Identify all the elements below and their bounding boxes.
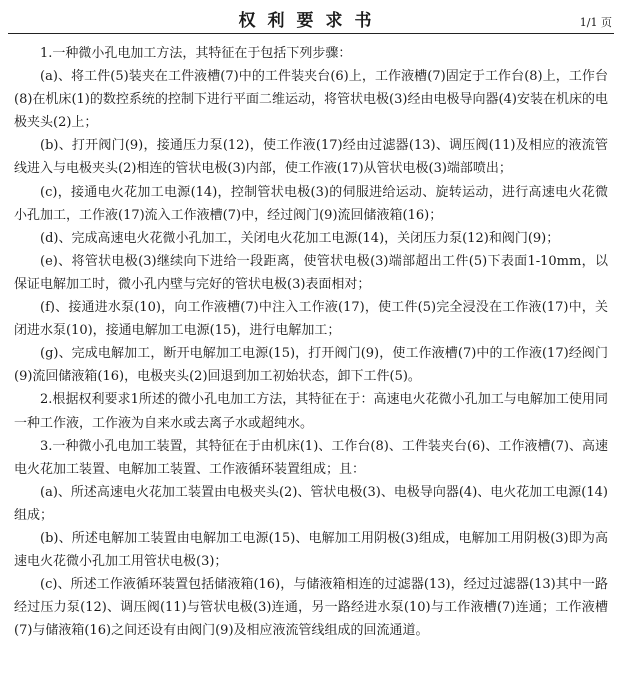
claim-3-part-b: (b)、所述电解加工装置由电解加工电源(15)、电解加工用阴极(3)组成，电解加工用阴极(3)即为高速电火花微小孔加工用管状电极(3)；: [14, 530, 608, 570]
claim-1-step-c: (c)，接通电火花加工电源(14)，控制管状电极(3)的伺服进给运动、旋转运动，进行高速电火花微小孔加工，工作液(17)流入工作液槽(7)中，经过阀门(9)流回储液箱(16)；: [14, 184, 608, 223]
claim-1-step-d: (d)、完成高速电火花微小孔加工，关闭电火花加工电源(14)，关闭压力泵(12)和阀门(9)；: [40, 230, 560, 246]
claim-2: 2.根据权利要求1所述的微小孔电加工方法，其特征在于：高速电火花微小孔加工与电解加工使用同一种工作液，工作液为自来水或去离子水或超纯水。: [14, 392, 608, 431]
claims-body: [14, 42, 608, 642]
claim-1-step-f: (f)、接通进水泵(10)，向工作液槽(7)中注入工作液(17)，使工件(5)完全浸没在工作液(17)中，关闭进水泵(10)，接通电解加工电源(15)，进行电解加工；: [14, 300, 608, 339]
header-divider: [8, 33, 614, 34]
claim-3-part-c: (c)、所述工作液循环装置包括储液箱(16)，与储液箱相连的过滤器(13)，经过过滤器(13)其中一路经过压力泵(12)、调压阀(11)与管状电极(3)连通，另一路经进水泵(10)与工作液槽(7)连通；工作液槽(7)与储液箱(16)之间还设有由阀门(9)及相应液流管线组成的回流通道。: [14, 577, 608, 639]
claim-3-part-a: (a)、所述高速电火花加工装置由电极夹头(2)、管状电极(3)、电极导向器(4)、电火花加工电源(14)组成；: [14, 484, 608, 523]
document-title: 权利要求书: [238, 11, 384, 31]
claim-1-step-e: (e)、将管状电极(3)继续向下进给一段距离，使管状电极(3)端部超出工件(5)下表面1-10mm，以保证电解加工时，微小孔内壁与完好的管状电极(3)表面相对；: [14, 253, 608, 292]
claim-1-step-a: (a)、将工件(5)装夹在工件液槽(7)中的工件装夹台(6)上，工作液槽(7)固定于工作台(8)上，工作台(8)在机床(1)的数控系统的控制下进行平面二维运动，将管状电极(3)经由电极导向器(4)安装在机床的电极夹头(2)上；: [14, 69, 608, 131]
claim-3-intro: 3.一种微小孔电加工装置，其特征在于由机床(1)、工作台(8)、工件装夹台(6)、工作液槽(7)、高速电火花加工装置、电解加工装置、工作液循环装置组成；且：: [14, 438, 608, 477]
page-header: [0, 0, 622, 36]
page-number: 1/1 页: [579, 16, 612, 29]
claim-1-step-b: (b)、打开阀门(9)，接通压力泵(12)，使工作液(17)经由过滤器(13)、调压阀(11)及相应的液流管线进入与电极夹头(2)相连的管状电极(3)内部，使工作液(17)从管状电极(3)端部喷出；: [14, 138, 608, 177]
claim-1-intro: 1.一种微小孔电加工方法，其特征在于包括下列步骤：: [40, 46, 352, 61]
claim-1-step-g: (g)、完成电解加工，断开电解加工电源(15)，打开阀门(9)，使工作液槽(7)中的工作液(17)经阀门(9)流回储液箱(16)，电极夹头(2)回退到加工初始状态，卸下工件(5)。: [14, 346, 608, 385]
